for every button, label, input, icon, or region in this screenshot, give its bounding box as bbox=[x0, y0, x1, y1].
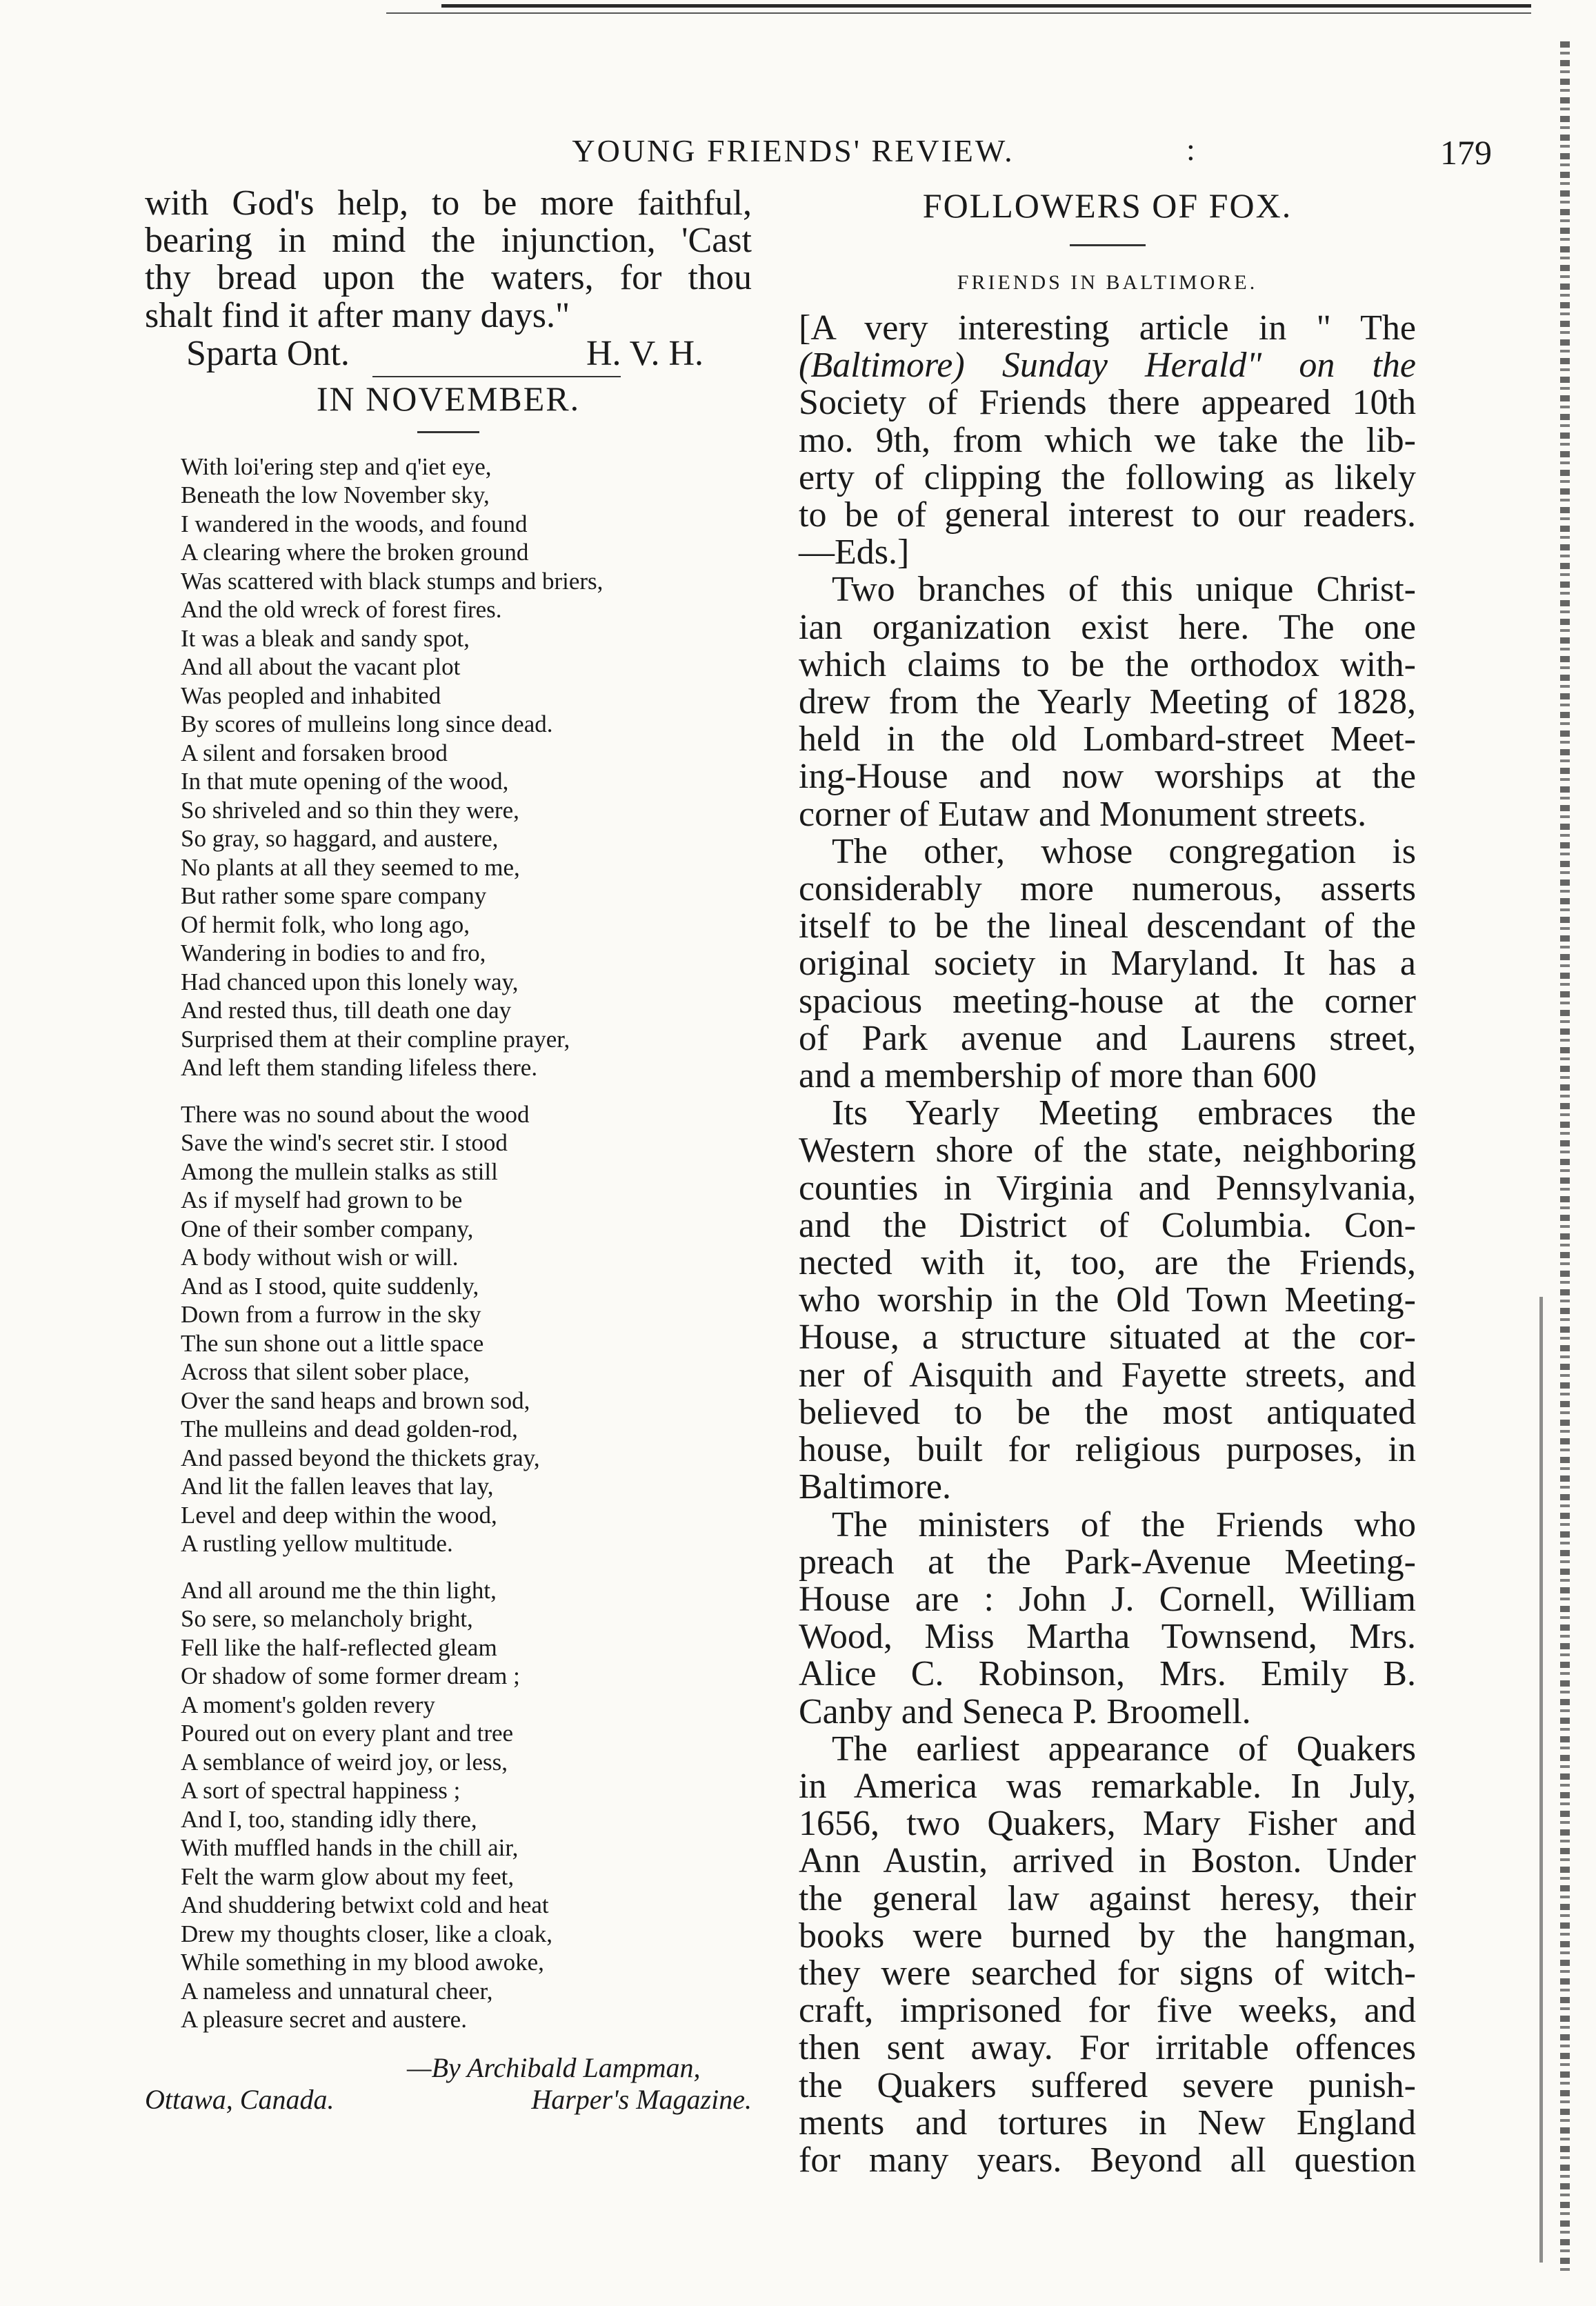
poem-line: It was a bleak and sandy spot, bbox=[181, 624, 470, 652]
poem-line: While something in my blood awoke, bbox=[181, 1949, 544, 1976]
poem-line: The mulleins and dead golden-rod, bbox=[181, 1415, 518, 1443]
poem-line: A rustling yellow multitude. bbox=[181, 1530, 453, 1558]
body-line: ian organization exist here. The one bbox=[799, 607, 1416, 647]
intro-paragraph bbox=[145, 185, 752, 335]
poem-line: Poured out on every plant and tree bbox=[181, 1720, 514, 1747]
poem-line: And passed beyond the thickets gray, bbox=[181, 1444, 540, 1471]
poem-line: And all about the vacant plot bbox=[181, 653, 461, 681]
body-line: Two branches of this unique Christ- bbox=[832, 570, 1416, 610]
attribution-author: —By Archibald Lampman, bbox=[407, 2051, 701, 2083]
stanza-3 bbox=[181, 1576, 752, 2034]
poem-line: Among the mullein stalks as still bbox=[181, 1157, 498, 1185]
poem-line: I wandered in the woods, and found bbox=[181, 510, 528, 537]
note-line: (Baltimore) Sunday Herald" on the bbox=[799, 346, 1416, 386]
left-column bbox=[145, 185, 752, 2116]
body-line: craft, imprisoned for five weeks, and bbox=[799, 1991, 1416, 2031]
poem-line: Or shadow of some former dream ; bbox=[181, 1662, 520, 1690]
poem-title: IN NOVEMBER. bbox=[316, 379, 581, 418]
poem-line: Over the sand heaps and brown sod, bbox=[181, 1386, 530, 1414]
poem-line: But rather some spare company bbox=[181, 882, 487, 910]
body-line: considerably more numerous, asserts bbox=[799, 869, 1416, 909]
body-line: and the District of Columbia. Con- bbox=[799, 1205, 1416, 1245]
poem-line: And lit the fallen leaves that lay, bbox=[181, 1473, 494, 1500]
signature-initials: H. V. H. bbox=[586, 333, 704, 373]
body-line: preach at the Park-Avenue Meeting- bbox=[799, 1542, 1416, 1582]
body-line: then sent away. For irritable offences bbox=[799, 2028, 1416, 2068]
poem-line: Beneath the low November sky, bbox=[181, 481, 490, 509]
signature-place: Sparta Ont. bbox=[186, 333, 350, 373]
body-line: ing-House and now worships at the bbox=[799, 757, 1416, 797]
paragraph-3 bbox=[799, 1095, 1416, 1506]
body-line: for many years. Beyond all question bbox=[799, 2140, 1416, 2180]
top-border bbox=[441, 4, 1531, 8]
poem-line: There was no sound about the wood bbox=[181, 1100, 530, 1128]
poem-line: And shuddering betwixt cold and heat bbox=[181, 1891, 549, 1919]
poem-line: And left them standing lifeless there. bbox=[181, 1054, 538, 1082]
intro-line: shalt find it after many days." bbox=[145, 295, 570, 335]
paragraph-2 bbox=[799, 833, 1416, 1095]
note-line: —Eds.] bbox=[799, 533, 910, 573]
body-line: itself to be the lineal descendant of the bbox=[799, 906, 1416, 946]
note-line: Society of Friends there appeared 10th bbox=[799, 383, 1416, 423]
poem-line: No plants at all they seemed to me, bbox=[181, 853, 520, 881]
body-line: Wood, Miss Martha Townsend, Mrs. bbox=[799, 1617, 1416, 1657]
right-column bbox=[799, 185, 1416, 2179]
poem-line: Across that silent sober place, bbox=[181, 1358, 470, 1386]
poem-line: As if myself had grown to be bbox=[181, 1186, 463, 1214]
title-rule bbox=[417, 431, 479, 433]
poem-line: Down from a furrow in the sky bbox=[181, 1301, 481, 1329]
poem-line: Save the wind's secret stir. I stood bbox=[181, 1129, 508, 1157]
title-rule bbox=[1070, 244, 1146, 246]
body-line: ments and tortures in New England bbox=[799, 2103, 1416, 2143]
body-line: nected with it, too, are the Friends, bbox=[799, 1243, 1416, 1283]
editors-note bbox=[799, 310, 1416, 571]
poem-line: In that mute opening of the wood, bbox=[181, 768, 509, 795]
poem-line: And all around me the thin light, bbox=[181, 1576, 497, 1604]
body-line: they were searched for signs of witch- bbox=[799, 1953, 1416, 1993]
note-line: to be of general interest to our readers. bbox=[799, 495, 1416, 535]
body-line: who worship in the Old Town Meeting- bbox=[799, 1280, 1416, 1320]
intro-line: thy bread upon the waters, for thou bbox=[145, 258, 752, 298]
body-line: books were burned by the hangman, bbox=[799, 1916, 1416, 1956]
header-colon: : bbox=[1186, 132, 1195, 167]
attribution-source: Harper's Magazine. bbox=[531, 2083, 752, 2115]
poem-line: And as I stood, quite suddenly, bbox=[181, 1272, 479, 1300]
poem-line: A pleasure secret and austere. bbox=[181, 2006, 467, 2034]
poem-line: One of their somber company, bbox=[181, 1215, 474, 1242]
body-line: corner of Eutaw and Monument streets. bbox=[799, 794, 1367, 834]
article-subhead: FRIENDS IN BALTIMORE. bbox=[957, 271, 1258, 294]
poem-line: A silent and forsaken brood bbox=[181, 739, 448, 766]
poem-line: And rested thus, till death one day bbox=[181, 997, 512, 1024]
poem-line: With muffled hands in the chill air, bbox=[181, 1834, 519, 1862]
poem-line: Felt the warm glow about my feet, bbox=[181, 1862, 515, 1890]
body-line: Western shore of the state, neighboring bbox=[799, 1131, 1416, 1171]
body-line: The earliest appearance of Quakers bbox=[832, 1729, 1416, 1769]
paragraph-5 bbox=[799, 1731, 1416, 2179]
intro-line: bearing in mind the injunction, 'Cast bbox=[145, 221, 752, 261]
stanza-1 bbox=[181, 453, 752, 1082]
poem-line: Drew my thoughts closer, like a cloak, bbox=[181, 1920, 553, 1947]
section-divider bbox=[372, 376, 621, 377]
poem-line: A clearing where the broken ground bbox=[181, 539, 529, 566]
attribution-source-line bbox=[145, 2084, 752, 2116]
scan-edge-shadow-inner bbox=[1539, 1297, 1543, 2263]
body-line: Ann Austin, arrived in Boston. Under bbox=[799, 1841, 1416, 1881]
note-line: mo. 9th, from which we take the lib- bbox=[799, 420, 1416, 460]
body-line: counties in Virginia and Pennsylvania, bbox=[799, 1168, 1416, 1208]
poem-line: Of hermit folk, who long ago, bbox=[181, 911, 470, 938]
poem-line: And the old wreck of forest fires. bbox=[181, 596, 502, 624]
body-line: ner of Aisquith and Fayette streets, and bbox=[799, 1355, 1416, 1395]
poem-line: Level and deep within the wood, bbox=[181, 1501, 497, 1529]
scan-edge-shadow bbox=[1560, 41, 1570, 2276]
body-line: The other, whose congregation is bbox=[832, 831, 1416, 871]
body-line: original society in Maryland. It has a bbox=[799, 944, 1416, 984]
poem-line: So gray, so haggard, and austere, bbox=[181, 825, 499, 853]
body-line: the general law against heresy, their bbox=[799, 1878, 1416, 1918]
body-line: in America was remarkable. In July, bbox=[799, 1766, 1416, 1806]
body-line: House, a structure situated at the cor- bbox=[799, 1318, 1416, 1358]
poem-line: So sere, so melancholy bright, bbox=[181, 1605, 473, 1633]
body-line: house, built for religious purposes, in bbox=[799, 1430, 1416, 1470]
poem-line: The sun shone out a little space bbox=[181, 1329, 484, 1357]
signature-line bbox=[145, 335, 752, 373]
body-line: believed to be the most antiquated bbox=[799, 1392, 1416, 1432]
body-line: drew from the Yearly Meeting of 1828, bbox=[799, 682, 1416, 722]
poem-line: Wandering in bodies to and fro, bbox=[181, 940, 486, 967]
body-line: Its Yearly Meeting embraces the bbox=[832, 1093, 1416, 1133]
attribution-place: Ottawa, Canada. bbox=[145, 2083, 335, 2115]
article-title: FOLLOWERS OF FOX. bbox=[922, 186, 1293, 225]
poem-line: Was scattered with black stumps and briers, bbox=[181, 567, 604, 595]
paragraph-4 bbox=[799, 1504, 1416, 1731]
poem-line: A semblance of weird joy, or less, bbox=[181, 1748, 508, 1776]
poem-line: By scores of mulleins long since dead. bbox=[181, 710, 553, 738]
body-line: House are : John J. Cornell, William bbox=[799, 1579, 1416, 1619]
body-line: held in the old Lombard-street Meet- bbox=[799, 719, 1416, 759]
body-line: The ministers of the Friends who bbox=[832, 1504, 1416, 1544]
poem-line: And I, too, standing idly there, bbox=[181, 1805, 477, 1833]
poem-line: Had chanced upon this lonely way, bbox=[181, 968, 519, 995]
body-line: 1656, two Quakers, Mary Fisher and bbox=[799, 1804, 1416, 1844]
body-line: Alice C. Robinson, Mrs. Emily B. bbox=[799, 1654, 1416, 1694]
body-line: Canby and Seneca P. Broomell. bbox=[799, 1691, 1251, 1731]
poem-line: So shriveled and so thin they were, bbox=[181, 796, 519, 824]
poem-line: With loi'ering step and q'iet eye, bbox=[181, 453, 492, 480]
top-border-thin bbox=[386, 12, 1531, 14]
poem-line: Was peopled and inhabited bbox=[181, 682, 441, 709]
poem-line: A body without wish or will. bbox=[181, 1244, 459, 1271]
note-line: erty of clipping the following as likely bbox=[799, 457, 1416, 497]
poem-line: A sort of spectral happiness ; bbox=[181, 1777, 461, 1805]
body-line: and a membership of more than 600 bbox=[799, 1056, 1317, 1096]
body-line: spacious meeting-house at the corner bbox=[799, 981, 1416, 1021]
running-title: YOUNG FRIENDS' REVIEW. bbox=[572, 133, 1015, 168]
body-line: of Park avenue and Laurens street, bbox=[799, 1018, 1416, 1058]
body-line: the Quakers suffered severe punish- bbox=[799, 2065, 1416, 2105]
paragraph-1 bbox=[799, 571, 1416, 833]
poem-line: A nameless and unnatural cheer, bbox=[181, 1977, 493, 2005]
page-number: 179 bbox=[1440, 133, 1492, 172]
body-line: which claims to be the orthodox with- bbox=[799, 644, 1416, 684]
poem-line: Surprised them at their compline prayer, bbox=[181, 1025, 570, 1053]
poem-line: A moment's golden revery bbox=[181, 1691, 435, 1718]
body-line: Baltimore. bbox=[799, 1467, 951, 1507]
poem-line: Fell like the half-reflected gleam bbox=[181, 1633, 497, 1661]
intro-line: with God's help, to be more faithful, bbox=[145, 183, 752, 223]
stanza-2 bbox=[181, 1100, 752, 1558]
note-line: [A very interesting article in " The bbox=[799, 308, 1416, 348]
